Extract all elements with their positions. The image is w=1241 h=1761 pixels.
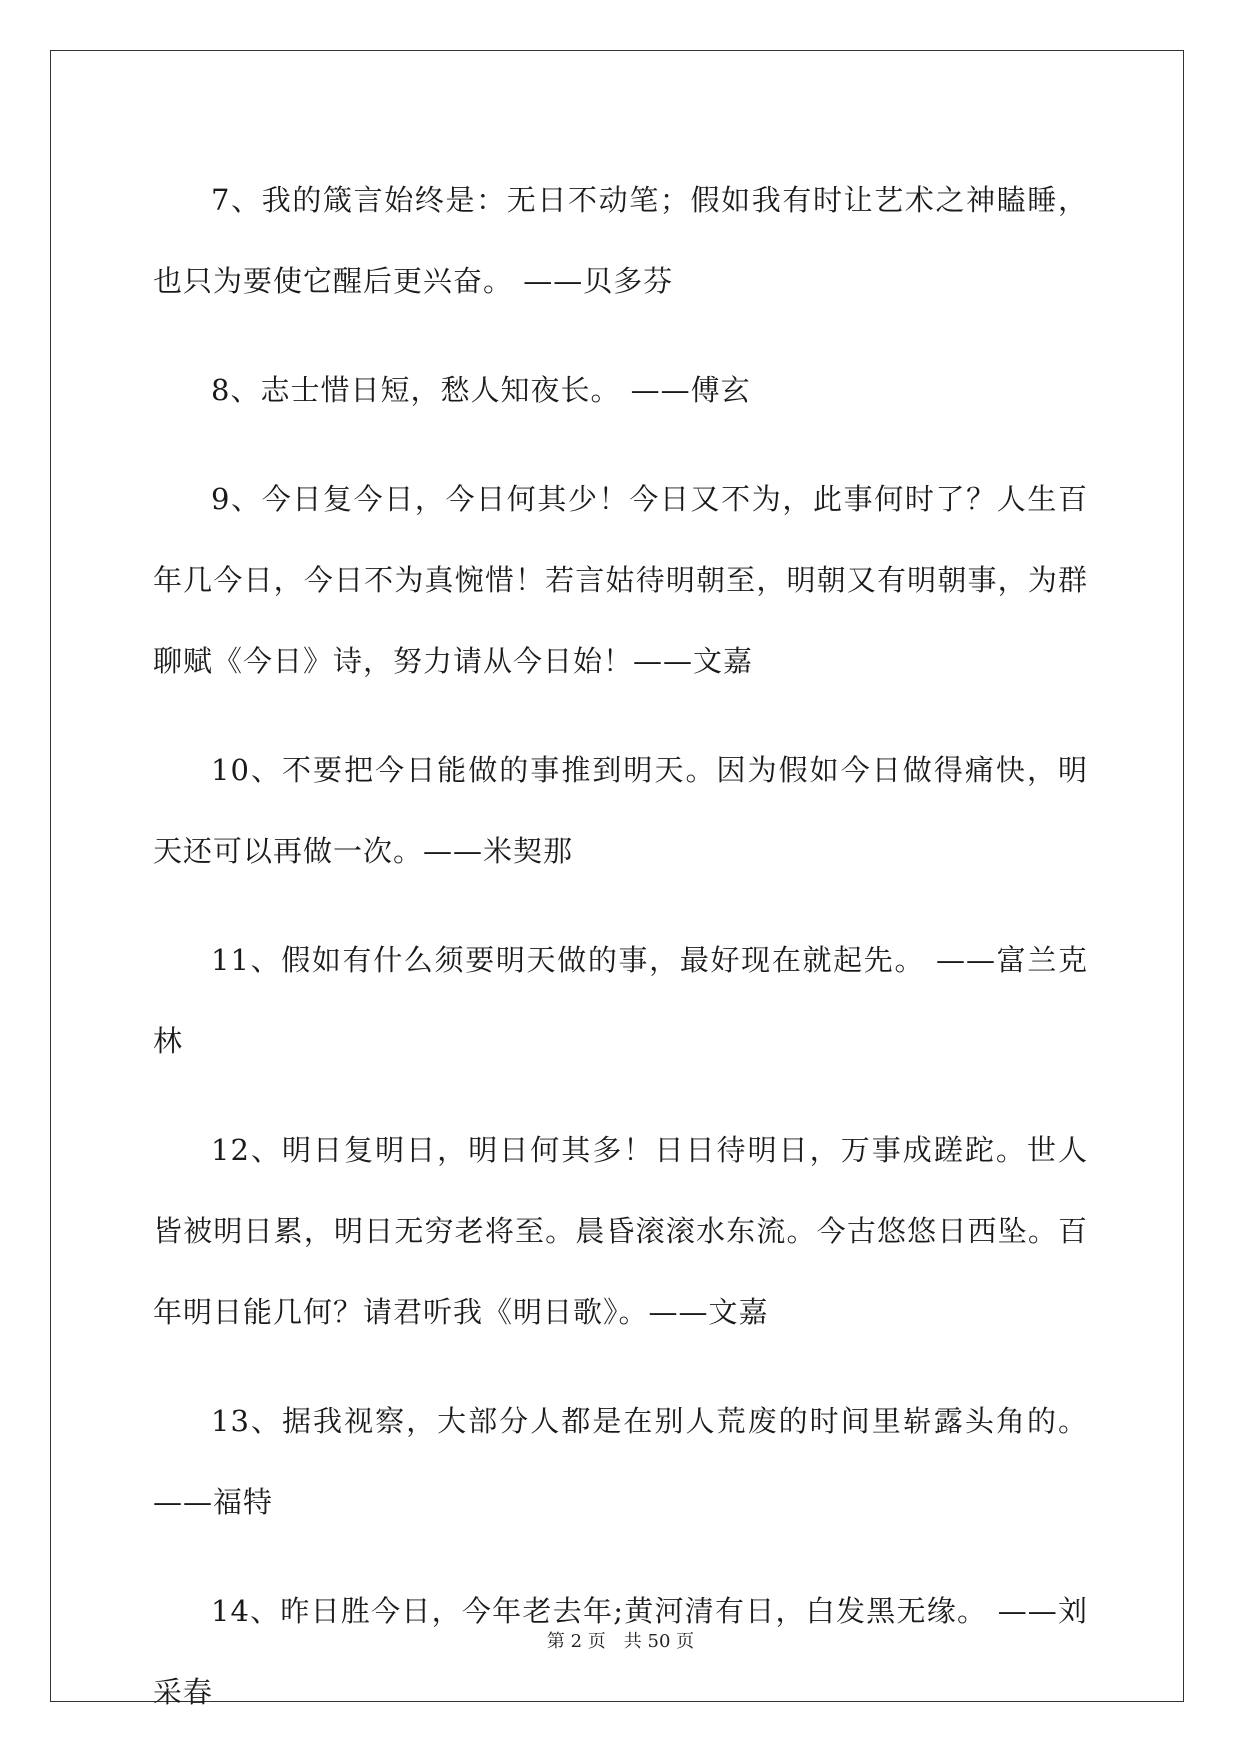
- quote-paragraph-14: 14、昨日胜今日，今年老去年;黄河清有日，白发黑无缘。 ——刘采春: [153, 1594, 1088, 1709]
- quote-paragraph-8: 8、志士惜日短，愁人知夜长。 ——傅玄: [211, 373, 751, 407]
- quote-paragraph-7: 7、我的箴言始终是：无日不动笔；假如我有时让艺术之神瞌睡，也只为要使它醒后更兴奋。 ——贝多芬: [153, 183, 1088, 298]
- page-footer: 第 2 页 共 50 页: [546, 1631, 695, 1652]
- quote-paragraph-10: 10、不要把今日能做的事推到明天。因为假如今日做得痛快，明天还可以再做一次。——米契那: [153, 753, 1088, 868]
- quote-paragraph-9: 9、今日复今日，今日何其少！今日又不为，此事何时了？人生百年几今日，今日不为真惋惜！若言姑待明朝至，明朝又有明朝事，为群聊赋《今日》诗，努力请从今日始！——文嘉: [153, 482, 1088, 678]
- quote-paragraph-13: 13、据我视察，大部分人都是在别人荒废的时间里崭露头角的。——福特: [153, 1404, 1088, 1519]
- document-body: [153, 160, 1088, 1761]
- quote-paragraph-12: 12、明日复明日，明日何其多！日日待明日，万事成蹉跎。世人皆被明日累，明日无穷老将至。晨昏滚滚水东流。今古悠悠日西坠。百年明日能几何？请君听我《明日歌》。——文嘉: [153, 1133, 1088, 1329]
- quote-paragraph-11: 11、假如有什么须要明天做的事，最好现在就起先。 ——富兰克林: [153, 943, 1088, 1058]
